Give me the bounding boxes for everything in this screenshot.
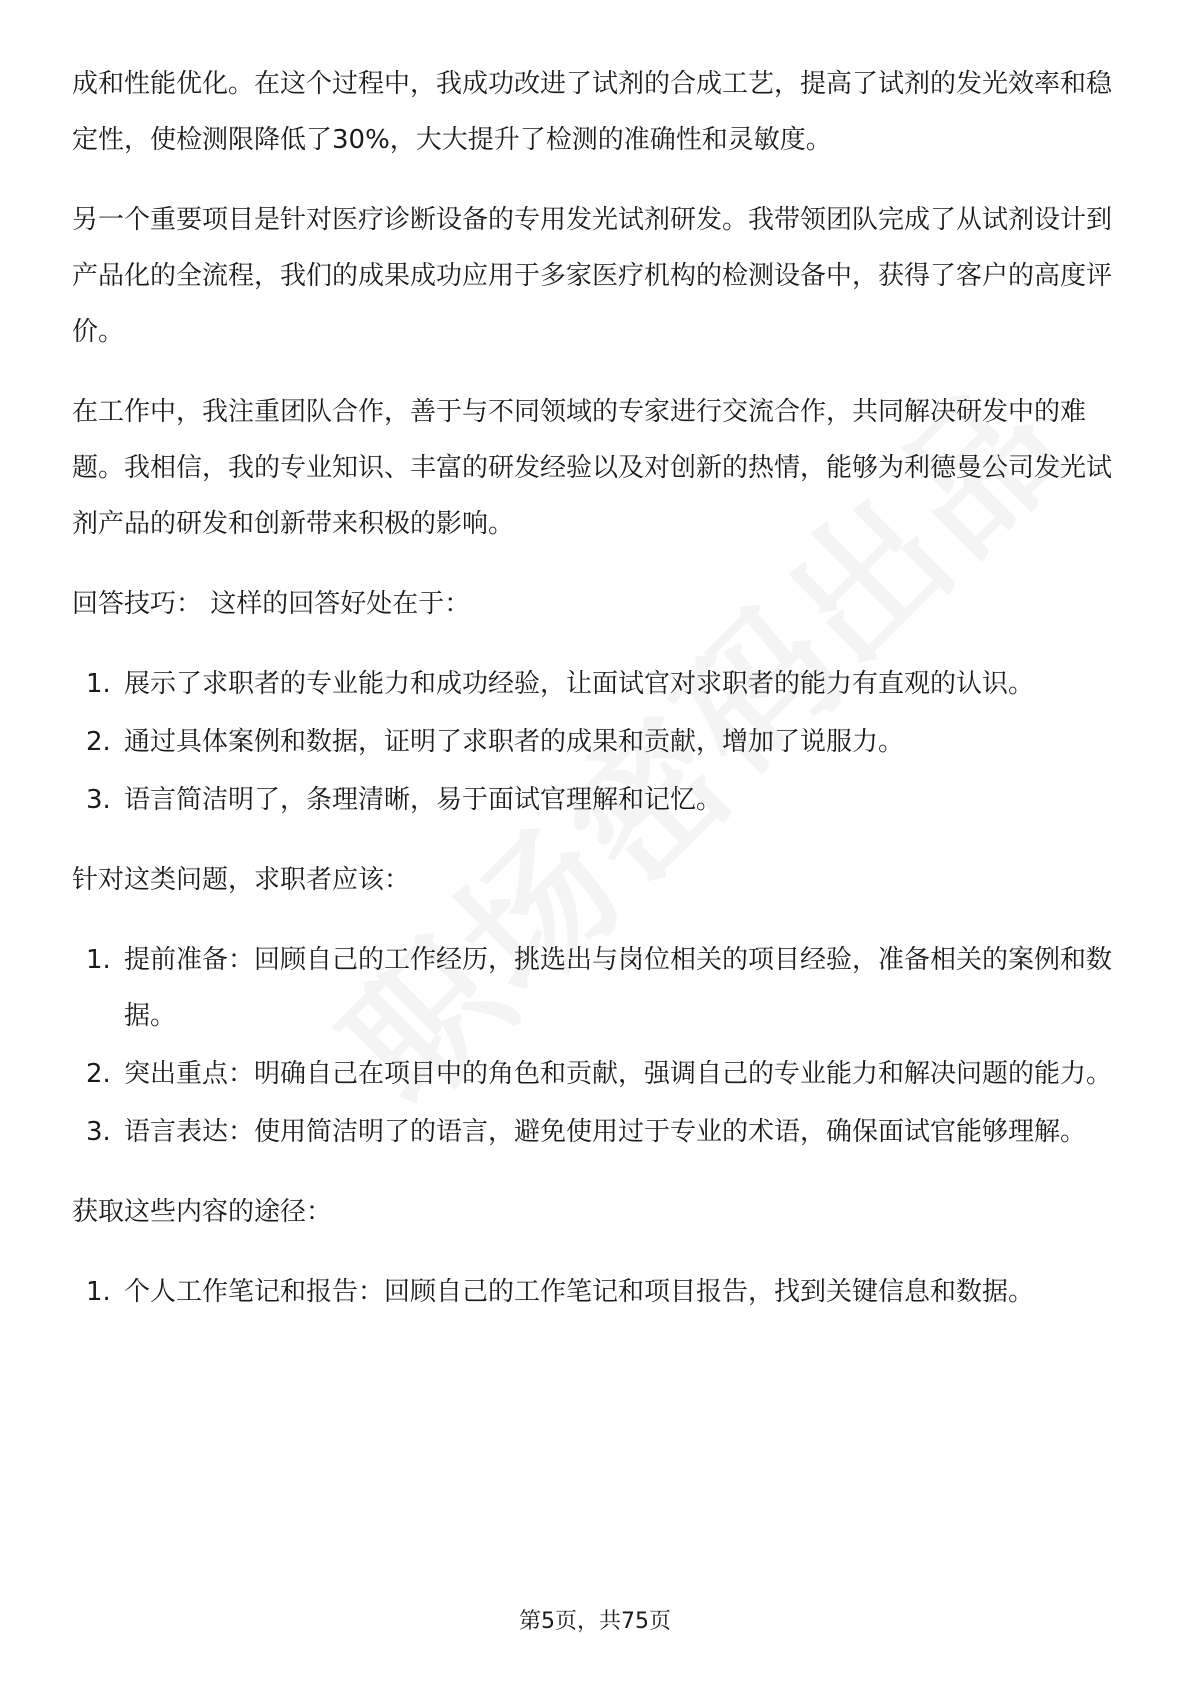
list-text: 通过具体案例和数据，证明了求职者的成果和贡献，增加了说服力。 (124, 727, 905, 757)
list-number: 1. (86, 945, 111, 975)
list-number: 3. (86, 1117, 111, 1147)
list-number: 2. (86, 1059, 111, 1089)
paragraph-2: 另一个重要项目是针对医疗诊断设备的专用发光试剂研发。我带领团队完成了从试剂设计到产品化的全流程，我们的成果成功应用于多家医疗机构的检测设备中，获得了客户的高度评价。 (72, 205, 1113, 347)
list-text: 语言简洁明了，条理清晰，易于面试官理解和记忆。 (124, 785, 723, 815)
list-text: 提前准备：回顾自己的工作经历，挑选出与岗位相关的项目经验，准备相关的案例和数据。 (124, 945, 1113, 1031)
list-number: 3. (86, 785, 111, 815)
paragraph-3: 在工作中，我注重团队合作，善于与不同领域的专家进行交流合作，共同解决研发中的难题。我相信，我的专业知识、丰富的研发经验以及对创新的热情，能够为利德曼公司发光试剂产品的研发和创新带来积极的影响。 (72, 397, 1113, 539)
list-text: 语言表达：使用简洁明了的语言，避免使用过于专业的术语，确保面试官能够理解。 (124, 1117, 1087, 1147)
list-item (72, 772, 1122, 828)
list-text: 突出重点：明确自己在项目中的角色和贡献，强调自己的专业能力和解决问题的能力。 (124, 1059, 1113, 1089)
list-item (72, 656, 1122, 712)
list-item (72, 714, 1122, 770)
list-text: 展示了求职者的专业能力和成功经验，让面试官对求职者的能力有直观的认识。 (124, 669, 1035, 699)
tips-list (72, 656, 1122, 828)
list-item (72, 932, 1122, 1044)
tips-heading: 回答技巧： 这样的回答好处在于： (72, 589, 471, 619)
list-item (72, 1046, 1122, 1102)
list-number: 1. (86, 1277, 111, 1307)
sources-list (72, 1264, 1122, 1320)
sources-heading: 获取这些内容的途径： (72, 1197, 333, 1227)
page-footer: 第5页，共75页 (519, 1609, 671, 1634)
list-item (72, 1104, 1122, 1160)
list-text: 个人工作笔记和报告：回顾自己的工作笔记和项目报告，找到关键信息和数据。 (124, 1277, 1035, 1307)
list-number: 2. (86, 727, 111, 757)
list-item (72, 1264, 1122, 1320)
document-body (72, 56, 1122, 1344)
advice-heading: 针对这类问题，求职者应该： (72, 865, 411, 895)
advice-list (72, 932, 1122, 1160)
list-number: 1. (86, 669, 111, 699)
paragraph-1: 成和性能优化。在这个过程中，我成功改进了试剂的合成工艺，提高了试剂的发光效率和稳定性，使检测限降低了30%，大大提升了检测的准确性和灵敏度。 (72, 69, 1113, 155)
